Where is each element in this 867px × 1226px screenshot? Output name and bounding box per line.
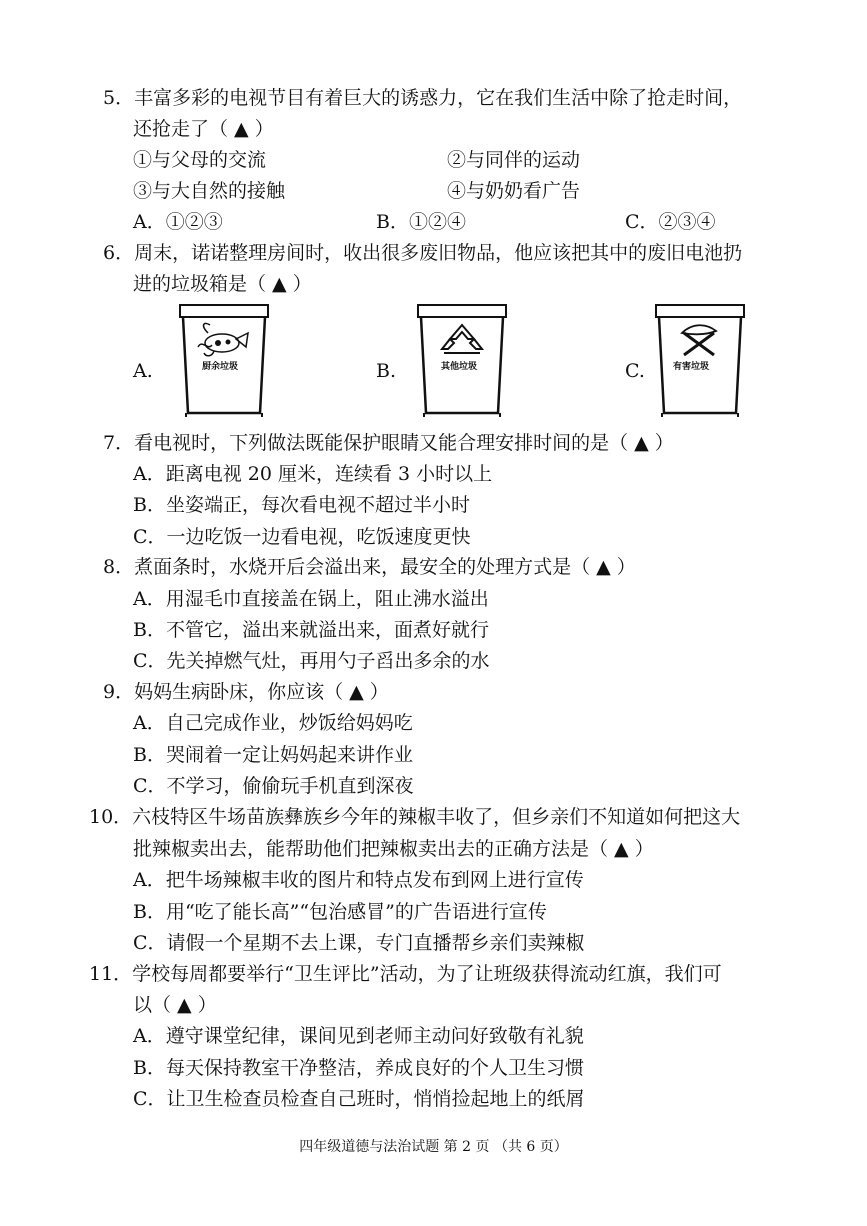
- question-5-item-4: ④与奶奶看广告: [447, 180, 581, 202]
- bin-options: [0, 303, 867, 423]
- question-7-line1: 7．看电视时，下列做法既能保护眼睛又能合理安排时间的是（ ▲ ）: [103, 432, 674, 454]
- question-5-option-b: B．①②④: [376, 211, 466, 233]
- bin-b-label: 其他垃圾: [441, 362, 478, 372]
- question-5-option-a: A．①②③: [133, 211, 223, 233]
- question-6-line1: 6．周末，诺诺整理房间时，收出很多废旧物品，他应该把其中的废旧电池扔: [103, 242, 743, 264]
- question-11-line2: 以（ ▲ ）: [133, 994, 217, 1016]
- question-5-line1: 5．丰富多彩的电视节目有着巨大的诱惑力，它在我们生活中除了抢走时间，: [103, 87, 743, 109]
- question-6-line2: 进的垃圾箱是（ ▲ ）: [133, 273, 312, 295]
- question-7-option-b: B．坐姿端正，每次看电视不超过半小时: [133, 494, 470, 516]
- question-5-item-2: ②与同伴的运动: [447, 149, 581, 171]
- bin-b-letter: B.: [376, 360, 397, 382]
- kitchen-waste-icon: [178, 303, 270, 419]
- question-9-option-c: C．不学习，偷偷玩手机直到深夜: [133, 775, 414, 797]
- question-7-option-c: C．一边吃饭一边看电视，吃饭速度更快: [133, 526, 471, 548]
- question-10-option-c: C．请假一个星期不去上课，专门直播帮乡亲们卖辣椒: [133, 932, 585, 954]
- question-10-option-a: A．把牛场辣椒丰收的图片和特点发布到网上进行宣传: [133, 869, 584, 891]
- question-9-line1: 9．妈妈生病卧床，你应该（ ▲ ）: [103, 681, 389, 703]
- question-5-option-c: C．②③④: [625, 211, 716, 233]
- bin-c-label: 有害垃圾: [673, 362, 710, 372]
- bin-a-letter: A.: [133, 360, 153, 382]
- question-8-line1: 8．煮面条时，水烧开后会溢出来，最安全的处理方式是（ ▲ ）: [103, 556, 636, 578]
- question-10-line2: 批辣椒卖出去，能帮助他们把辣椒卖出去的正确方法是（ ▲ ）: [133, 838, 654, 860]
- question-11-line1: 11．学校每周都要举行“卫生评比”活动，为了让班级获得流动红旗，我们可: [89, 963, 722, 985]
- question-7-option-a: A．距离电视 20 厘米，连续看 3 小时以上: [133, 463, 493, 485]
- question-8-option-c: C．先关掉燃气灶，再用勺子舀出多余的水: [133, 650, 490, 672]
- bin-c-letter: C.: [625, 360, 645, 382]
- question-9-option-b: B．哭闹着一定让妈妈起来讲作业: [133, 744, 413, 766]
- question-5-item-3: ③与大自然的接触: [133, 180, 286, 202]
- question-8-option-b: B．不管它，溢出来就溢出来，面煮好就行: [133, 619, 489, 641]
- question-5-line2: 还抢走了（ ▲ ）: [133, 118, 274, 140]
- hazardous-waste-icon: [654, 303, 746, 419]
- other-waste-icon: [416, 303, 508, 419]
- question-8-option-a: A．用湿毛巾直接盖在锅上，阻止沸水溢出: [133, 588, 489, 610]
- question-5-item-1: ①与父母的交流: [133, 149, 267, 171]
- bin-a-label: 厨余垃圾: [202, 362, 239, 372]
- question-10-option-b: B．用“吃了能长高”“包治感冒”的广告语进行宣传: [133, 901, 547, 923]
- question-11-option-c: C．让卫生检查员检查自己班时，悄悄捡起地上的纸屑: [133, 1088, 585, 1110]
- question-11-option-b: B．每天保持教室干净整洁，养成良好的个人卫生习惯: [133, 1057, 584, 1079]
- question-11-option-a: A．遵守课堂纪律，课间见到老师主动问好致敬有礼貌: [133, 1025, 584, 1047]
- question-9-option-a: A．自己完成作业，炒饭给妈妈吃: [133, 712, 413, 734]
- question-10-line1: 10．六枝特区牛场苗族彝族乡今年的辣椒丰收了，但乡亲们不知道如何把这大: [89, 806, 741, 828]
- page-footer: 四年级道德与法治试题 第 2 页 （共 6 页）: [299, 1139, 568, 1155]
